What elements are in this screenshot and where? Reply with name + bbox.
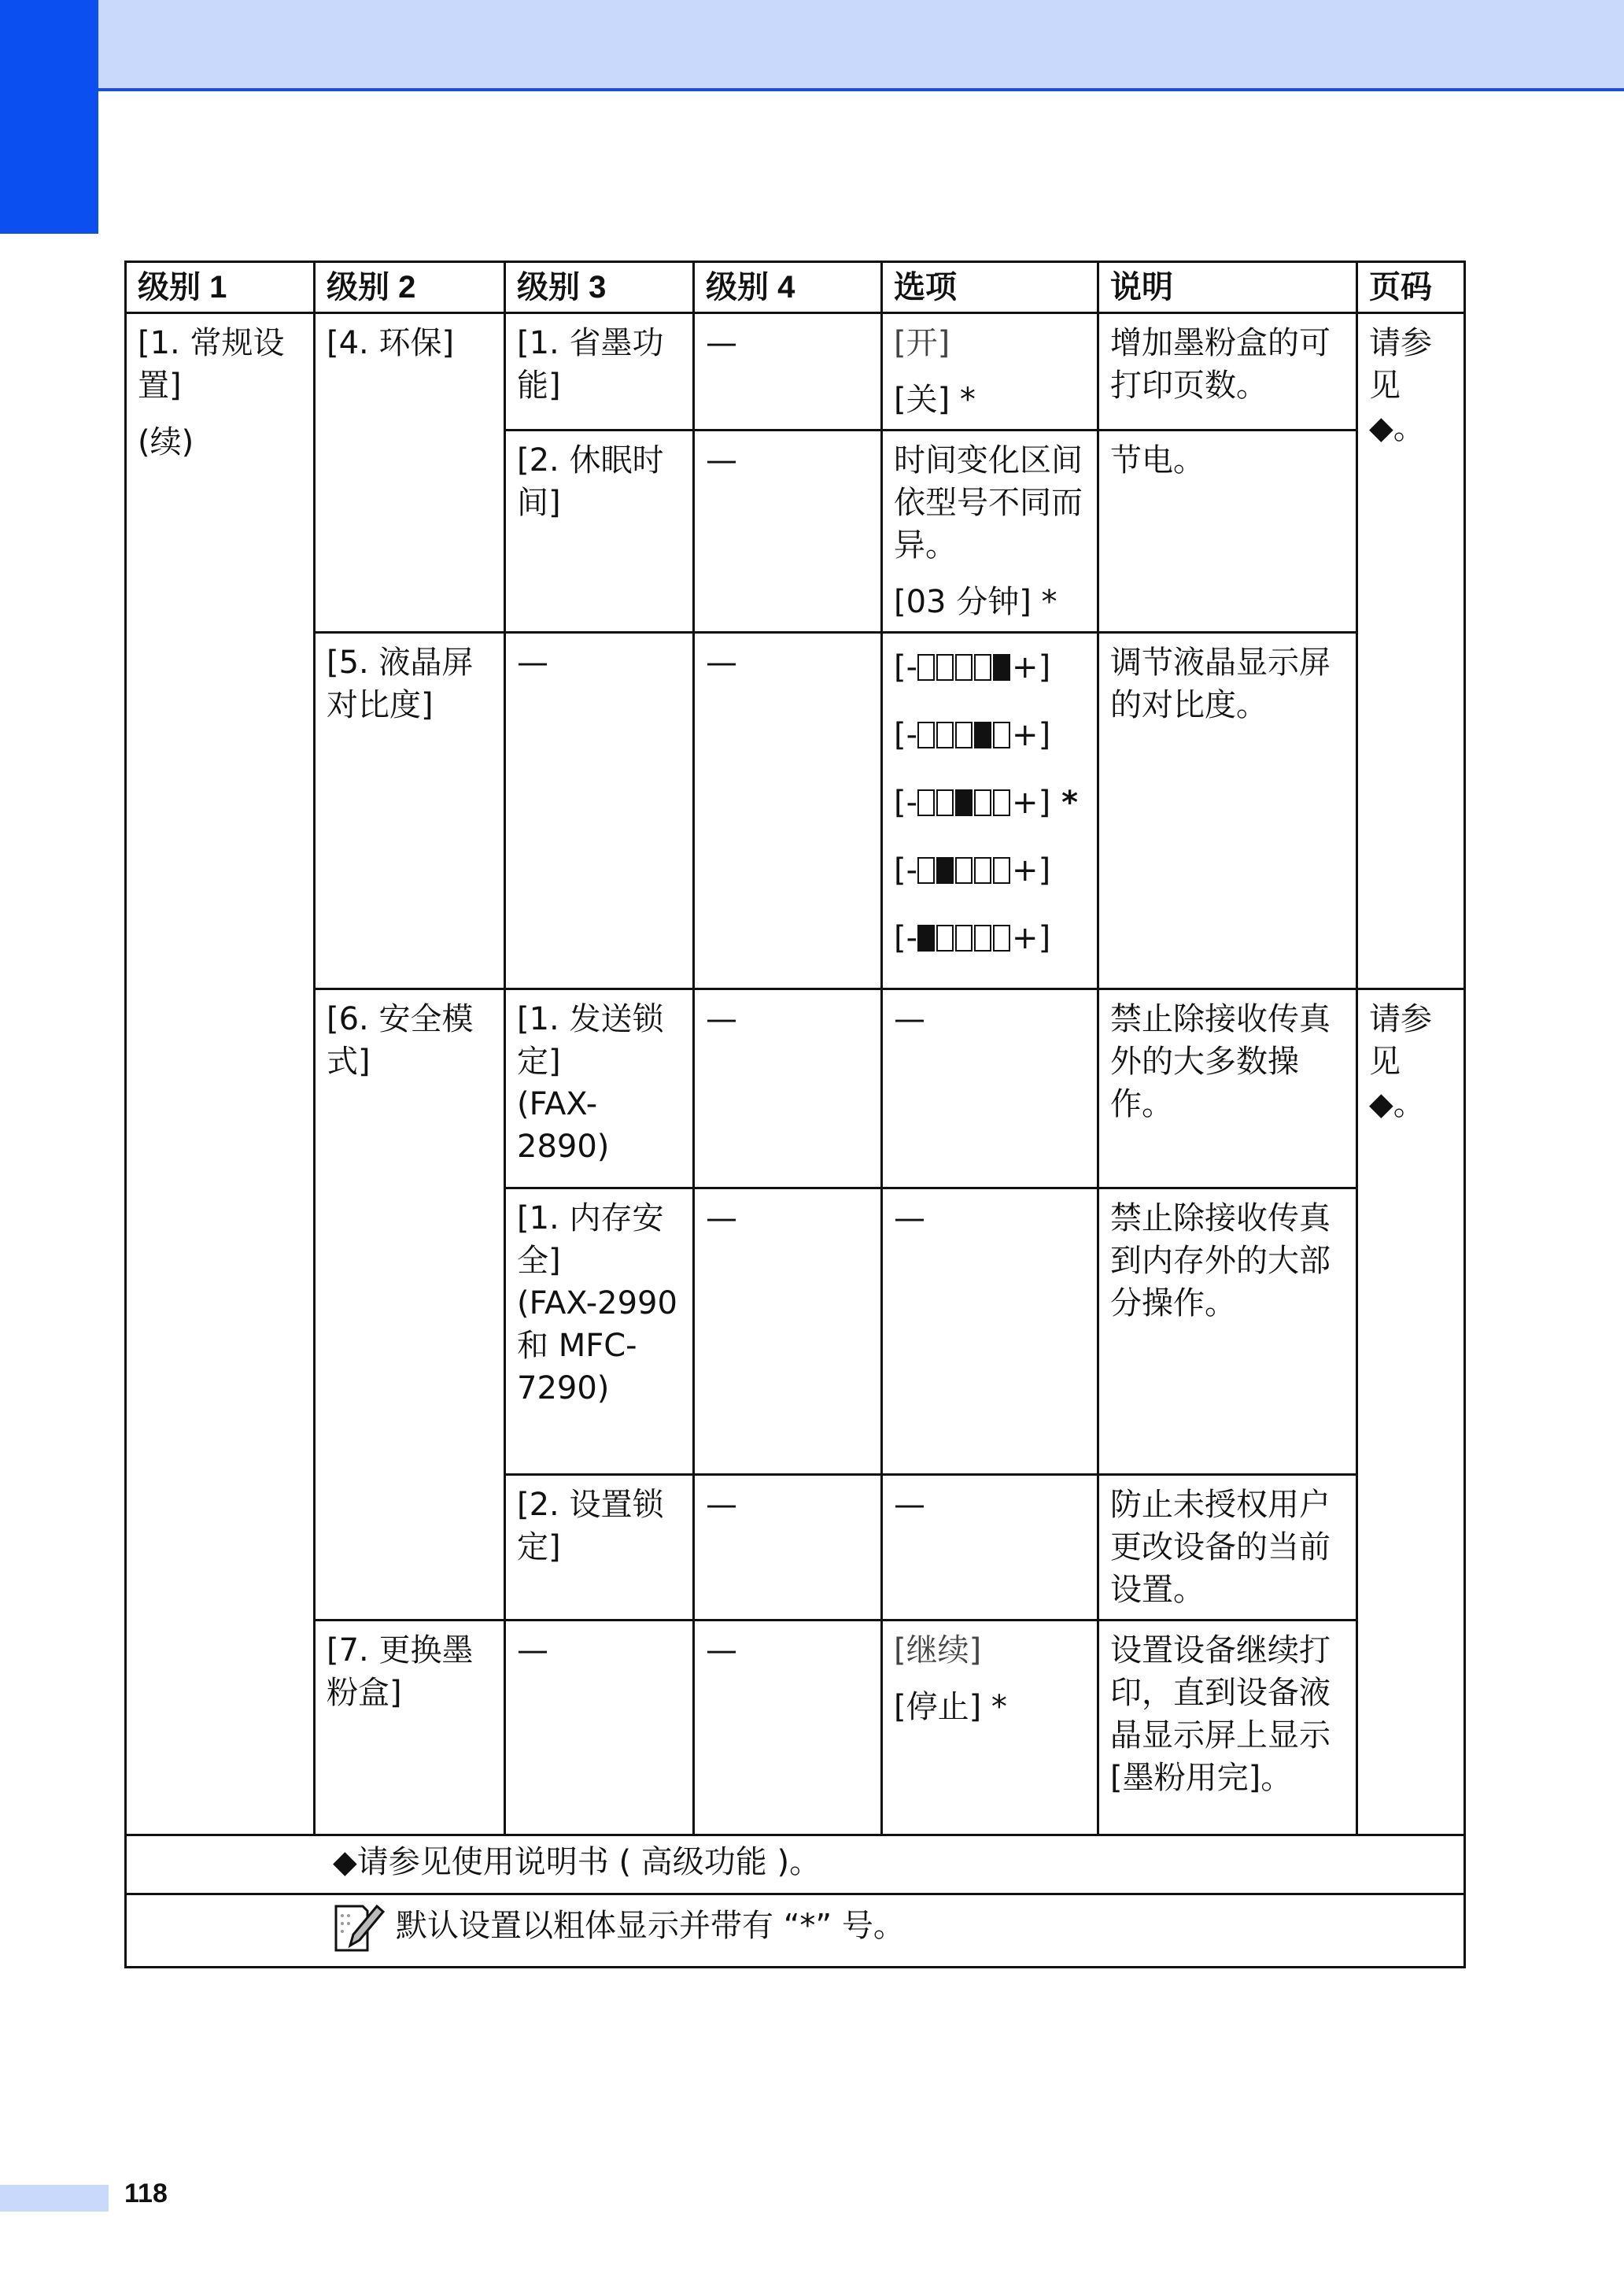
contrast-box xyxy=(917,857,935,884)
settings-table xyxy=(124,261,1466,1968)
header-description: 说明 xyxy=(1098,262,1357,313)
contrast-box xyxy=(955,925,973,952)
contrast-box xyxy=(955,857,973,884)
contrast-box xyxy=(936,857,954,884)
toner-options xyxy=(882,1621,1098,1835)
option-off: [关] * xyxy=(894,382,976,418)
option-on: [开] xyxy=(894,325,950,361)
toner-save-l3: [1. 省墨功能] xyxy=(505,313,694,431)
dash: — xyxy=(694,1475,882,1621)
set-lock-l3: [2. 设置锁定] xyxy=(505,1475,694,1621)
contrast-level-option xyxy=(894,917,1050,959)
toner-save-options xyxy=(882,313,1098,431)
mem-sec-l3 xyxy=(505,1188,694,1475)
note xyxy=(126,1894,1465,1968)
contrast-level-option xyxy=(894,782,1078,824)
bracket-open: [- xyxy=(894,852,918,889)
footnote: ◆请参见使用说明书 ( 高级功能 )。 xyxy=(126,1835,1465,1894)
tx-lock-model: (FAX-2890) xyxy=(517,1086,610,1165)
sleep-default: [03 分钟] * xyxy=(894,584,1057,620)
contrast-box xyxy=(917,789,935,816)
page-number-bar xyxy=(0,2185,109,2212)
dash: — xyxy=(882,1188,1098,1475)
contrast-options xyxy=(882,633,1098,989)
bracket-open: [- xyxy=(894,920,918,956)
chapter-tab xyxy=(0,0,98,234)
contrast-level-option xyxy=(894,646,1050,689)
tx-lock-desc: 禁止除接收传真外的大多数操作。 xyxy=(1098,989,1357,1188)
bracket-close: +] xyxy=(1012,785,1051,821)
page-ref: 请参见◆。 xyxy=(1357,989,1465,1835)
bracket-close: +] xyxy=(1012,852,1051,889)
footnote-row xyxy=(126,1835,1465,1894)
sleep-note: 时间变化区间依型号不同而异。 xyxy=(894,442,1083,564)
dash: — xyxy=(694,1188,882,1475)
contrast-box xyxy=(917,925,935,952)
contrast-box xyxy=(955,789,973,816)
mem-sec-model: (FAX-2990 和 MFC-7290) xyxy=(517,1285,677,1406)
contrast-box xyxy=(974,654,991,681)
header-level1: 级别 1 xyxy=(126,262,315,313)
header-level2: 级别 2 xyxy=(315,262,505,313)
default-mark: * xyxy=(1061,785,1079,821)
sleep-l3: [2. 休眠时间] xyxy=(505,431,694,633)
dash: — xyxy=(694,633,882,989)
toner-save-desc: 增加墨粉盒的可打印页数。 xyxy=(1098,313,1357,431)
option-stop: [停止] * xyxy=(894,1689,1007,1725)
level1-cont: (续) xyxy=(138,424,194,460)
mem-sec-desc: 禁止除接收传真到内存外的大部分操作。 xyxy=(1098,1188,1357,1475)
page-number: 118 xyxy=(124,2179,168,2208)
bracket-close: +] xyxy=(1012,920,1051,956)
bracket-close: +] xyxy=(1012,717,1051,753)
bracket-open: [- xyxy=(894,649,918,686)
toner-desc: 设置设备继续打印，直到设备液晶显示屏上显示 [墨粉用完]。 xyxy=(1098,1621,1357,1835)
dash: — xyxy=(505,1621,694,1835)
contrast-box xyxy=(974,925,991,952)
header-level4: 级别 4 xyxy=(694,262,882,313)
level1-cell xyxy=(126,313,315,1835)
bracket-open: [- xyxy=(894,785,918,821)
toner-l2: [7. 更换墨粉盒] xyxy=(315,1621,505,1835)
sleep-desc: 节电。 xyxy=(1098,431,1357,633)
option-continue: [继续] xyxy=(894,1632,982,1669)
contrast-level-option xyxy=(894,849,1050,892)
set-lock-desc: 防止未授权用户更改设备的当前设置。 xyxy=(1098,1475,1357,1621)
tx-lock-label: [1. 发送锁定] xyxy=(517,1001,664,1080)
note-pencil-icon xyxy=(333,1900,388,1952)
contrast-box xyxy=(993,789,1010,816)
dash: — xyxy=(694,431,882,633)
contrast-box xyxy=(974,722,991,748)
contrast-box xyxy=(936,789,954,816)
contrast-box xyxy=(993,857,1010,884)
table-row xyxy=(126,633,1465,989)
contrast-box xyxy=(955,722,973,748)
table-header xyxy=(126,262,1465,313)
note-row xyxy=(126,1894,1465,1968)
table-row xyxy=(126,313,1465,431)
contrast-box xyxy=(936,722,954,748)
level1-label: [1. 常规设置] xyxy=(138,325,285,404)
contrast-box xyxy=(993,722,1010,748)
page-ref: 请参见◆。 xyxy=(1357,313,1465,989)
contrast-box xyxy=(955,654,973,681)
dash: — xyxy=(505,633,694,989)
dash: — xyxy=(694,1621,882,1835)
bracket-close: +] xyxy=(1012,649,1051,686)
header-options: 选项 xyxy=(882,262,1098,313)
header-band xyxy=(0,0,1624,91)
note-text: 默认设置以粗体显示并带有 “*” 号。 xyxy=(396,1908,905,1944)
contrast-box xyxy=(917,722,935,748)
contrast-box xyxy=(993,654,1010,681)
dash: — xyxy=(882,1475,1098,1621)
header-level3: 级别 3 xyxy=(505,262,694,313)
dash: — xyxy=(694,989,882,1188)
eco-cell: [4. 环保] xyxy=(315,313,505,633)
bracket-open: [- xyxy=(894,717,918,753)
table-row xyxy=(126,1621,1465,1835)
lcd-desc: 调节液晶显示屏的对比度。 xyxy=(1098,633,1357,989)
mem-sec-label: [1. 内存安全] xyxy=(517,1200,664,1279)
dash: — xyxy=(882,989,1098,1188)
contrast-box xyxy=(917,654,935,681)
contrast-box xyxy=(936,925,954,952)
header-page: 页码 xyxy=(1357,262,1465,313)
dash: — xyxy=(694,313,882,431)
lcd-l2: [5. 液晶屏对比度] xyxy=(315,633,505,989)
secure-l2: [6. 安全模式] xyxy=(315,989,505,1621)
sleep-options xyxy=(882,431,1098,633)
table-row xyxy=(126,989,1465,1188)
contrast-box xyxy=(936,654,954,681)
contrast-box xyxy=(974,857,991,884)
contrast-box xyxy=(974,789,991,816)
contrast-box xyxy=(993,925,1010,952)
tx-lock-l3 xyxy=(505,989,694,1188)
contrast-level-option xyxy=(894,714,1050,756)
